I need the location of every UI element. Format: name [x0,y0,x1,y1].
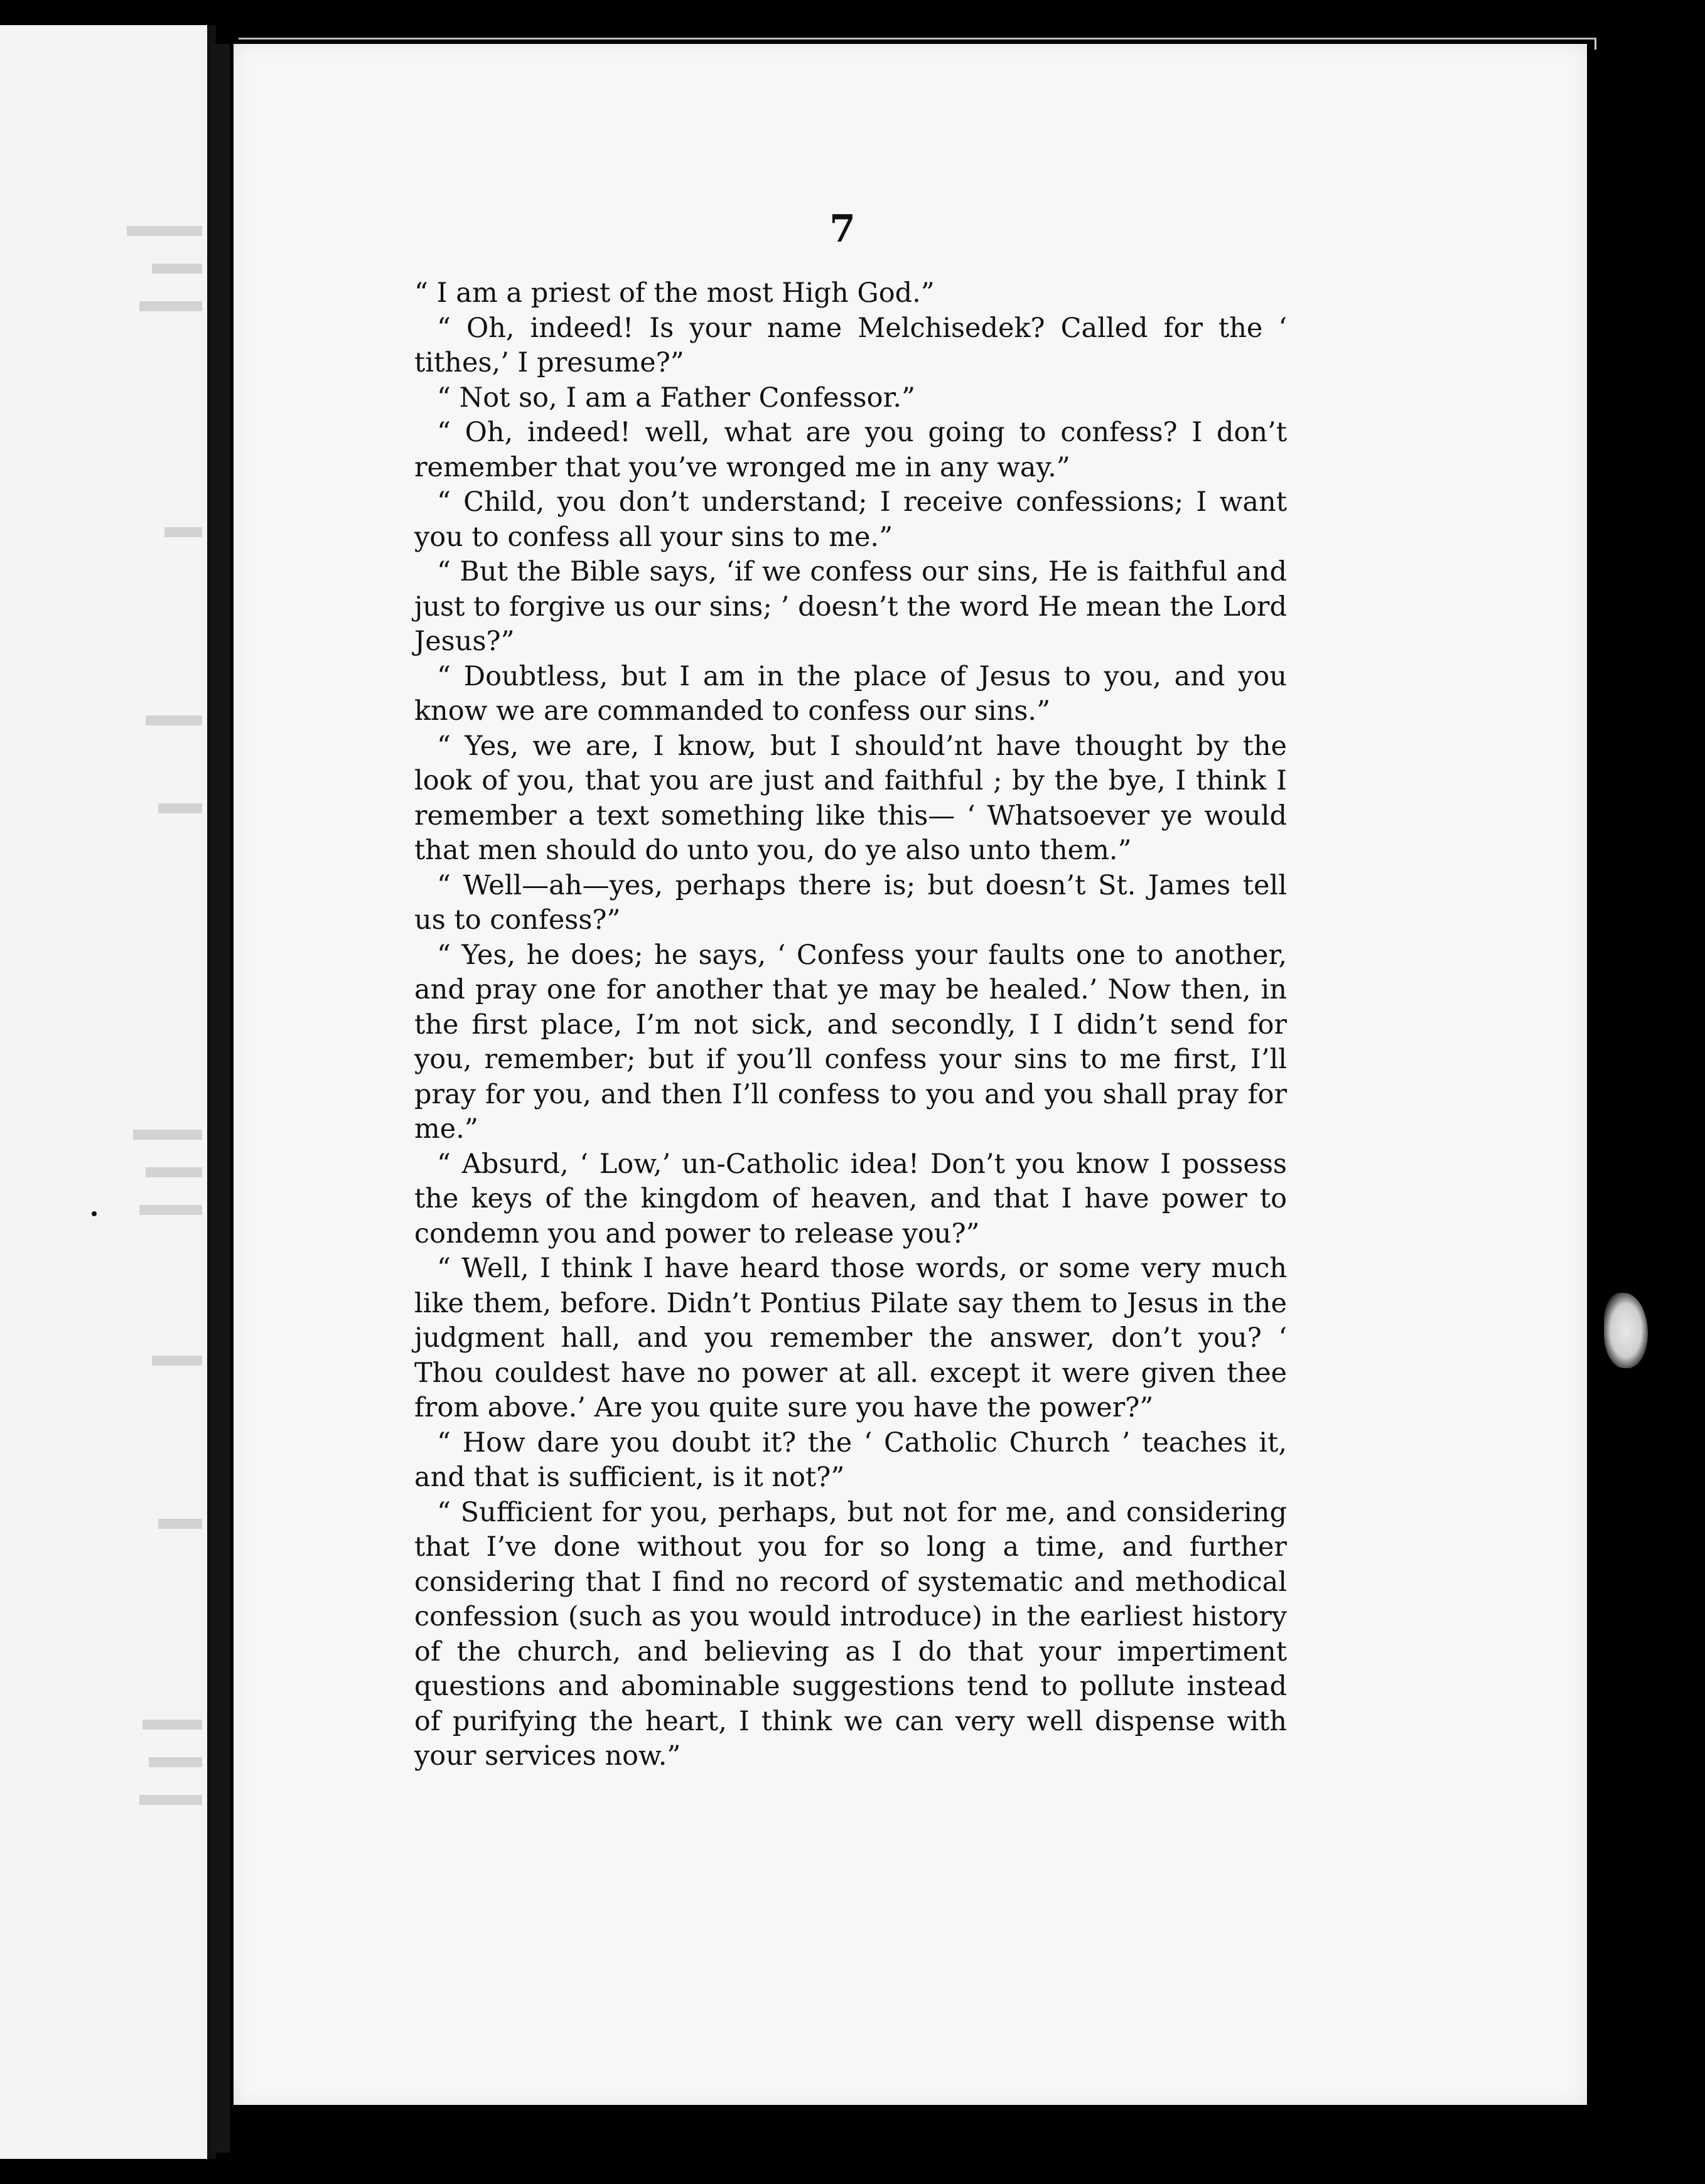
paragraph-1: “ I am a priest of the most High God.” [414,277,935,309]
paragraph-8: “ Yes, we are, I know, but I should’nt have thought by the look of you, that you are just and faithful ; by the bye, I think I remember a text something like this— ‘ Whatsoever ye would that men should do unto you, do ye also unto them.” [414,730,1287,866]
margin-dot [92,1211,97,1216]
facing-page-text-fragments [0,25,207,2159]
paragraph-7: “ Doubtless, but I am in the place of Jesus to you, and you know we are commanded to confess our sins.” [414,660,1287,727]
paragraph-11: “ Absurd, ‘ Low,’ un-Catholic idea! Don’t you know I possess the keys of the kingdom of heaven, and that I have power to condemn you and power to release you?” [414,1148,1287,1250]
paragraph-2: “ Oh, indeed! Is your name Melchisedek? Called for the ‘ tithes,’ I presume?” [414,312,1287,378]
paragraph-13: “ How dare you doubt it? the ‘ Catholic Church ’ teaches it, and that is sufficient, is it not?” [414,1427,1287,1493]
paper-damage [1604,1293,1648,1368]
page-text [414,276,1287,1774]
paragraph-3: “ Not so, I am a Father Confessor.” [437,382,915,414]
paragraph-12: “ Well, I think I have heard those words, or some very much like them, before. Didn’t Pontius Pilate say them to Jesus in the judgment hall, and you remember the answer, don’t you? ‘ Thou couldest have no power at all. except it were given thee from above.’ Are you quite sure you have the power?” [414,1253,1287,1423]
page-number: 7 [829,207,856,251]
paragraph-10: “ Yes, he does; he says, ‘ Confess your faults one to another, and pray one for another that ye may be healed.’ Now then, in the first place, I’m not sick, and secondly, I I didn’t send for you, remember; but if you’ll confess your sins to me first, I’ll pray for you, and then I’ll confess to you and you shall pray for me.” [414,939,1287,1145]
book-spine [211,44,230,2153]
paragraph-4: “ Oh, indeed! well, what are you going to confess? I don’t remember that you’ve wronged me in any way.” [414,417,1287,483]
facing-page-edge [0,25,216,2159]
paragraph-9: “ Well—ah—yes, perhaps there is; but doesn’t St. James tell us to confess?” [414,869,1287,936]
paragraph-6: “ But the Bible says, ‘if we confess our sins, He is faithful and just to forgive us our sins; ’ doesn’t the word He mean the Lord Jesus?” [414,556,1287,657]
paragraph-14: “ Sufficient for you, perhaps, but not for me, and considering that I’ve done without you for so long a time, and further considering that I find no record of systematic and methodical confession (such as you would introduce) in the earliest history of the church, and believing as I do that your impertiment questions and abominable suggestions tend to pollute instead of purifying the heart, I think we can very well dispense with your services now.” [414,1496,1287,1772]
paragraph-5: “ Child, you don’t understand; I receive confessions; I want you to confess all your sins to me.” [414,486,1287,553]
